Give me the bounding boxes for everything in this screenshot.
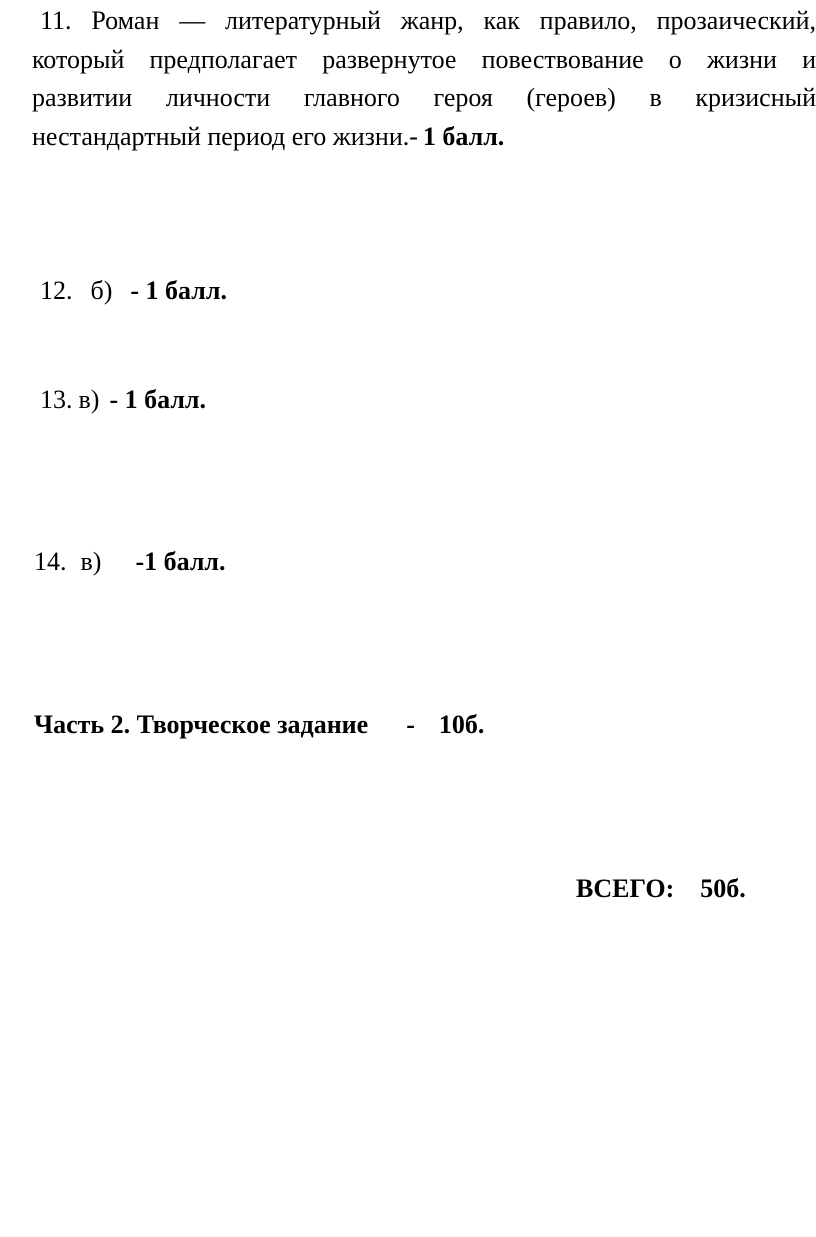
item-12-answer: б)	[90, 276, 113, 305]
item-12	[40, 276, 227, 306]
item-12-score: - 1 балл.	[130, 276, 227, 305]
item-11-line-4: нестандартный период его жизни.- 1 балл.	[32, 121, 505, 151]
item-14	[34, 547, 226, 577]
item-13	[40, 385, 206, 415]
total-label: ВСЕГО:	[576, 874, 675, 903]
item-11-line-3: развитии личности главного героя (героев) в кризисный	[32, 83, 816, 112]
item-14-number: 14.	[34, 547, 67, 576]
item-11-line-2: который предполагает развернутое повествование о жизни и	[32, 44, 816, 74]
part-2-score: 10б.	[438, 710, 485, 739]
item-11-number: 11.	[40, 6, 72, 35]
part-2-label: Часть 2. Творческое задание	[34, 710, 369, 739]
item-13-number: 13.	[40, 385, 73, 414]
part-2-heading	[34, 710, 484, 740]
total-line	[576, 874, 746, 904]
item-11-score: 1 балл.	[422, 121, 505, 151]
item-11-line-1: 11. Роман — литературный жанр, как правило, прозаический,	[32, 2, 816, 41]
item-11	[32, 2, 816, 156]
total-score: 50б.	[700, 874, 746, 903]
part-2-dash: -	[406, 710, 415, 739]
item-13-answer: в)	[78, 385, 100, 414]
item-14-score: -1 балл.	[135, 547, 226, 576]
item-14-answer: в)	[80, 547, 102, 576]
item-13-score: - 1 балл.	[109, 385, 206, 414]
item-12-number: 12.	[40, 276, 73, 305]
